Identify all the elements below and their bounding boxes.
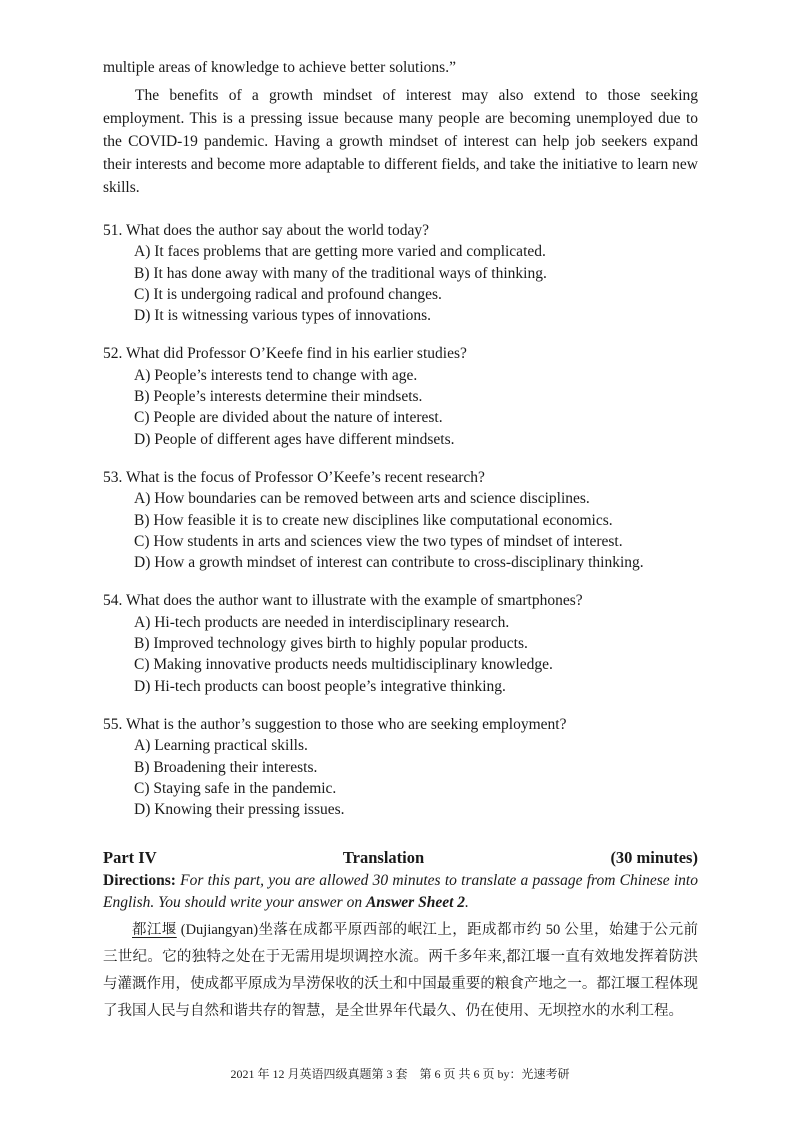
question-51 — [103, 220, 698, 326]
option-a: A) How boundaries can be removed between arts and science disciplines. — [134, 490, 590, 508]
question-55 — [103, 714, 698, 820]
directions-label: Directions: — [103, 872, 176, 890]
question-54 — [103, 590, 698, 696]
option-b: B) People’s interests determine their mindsets. — [134, 388, 423, 406]
page-footer: 2021 年 12 月英语四级真题第 3 套 第 6 页 共 6 页 by：光速考研 — [230, 1067, 570, 1081]
option-d: D) It is witnessing various types of innovations. — [134, 307, 432, 325]
option-c: C) How students in arts and sciences view the two types of mindset of interest. — [134, 532, 623, 550]
option-c: C) It is undergoing radical and profound changes. — [134, 285, 442, 303]
directions — [103, 870, 698, 914]
option-c: C) Making innovative products needs multidisciplinary knowledge. — [134, 656, 553, 674]
question-stem: 51. What does the author say about the world today? — [103, 222, 429, 239]
part-label: Part IV — [103, 848, 157, 868]
option-b: B) How feasible it is to create new disciplines like computational economics. — [134, 511, 613, 529]
passage-paragraph-end: multiple areas of knowledge to achieve better solutions.” — [103, 59, 456, 76]
option-d: D) People of different ages have different mindsets. — [134, 430, 455, 448]
option-c: C) Staying safe in the pandemic. — [134, 779, 337, 797]
part-time: (30 minutes) — [610, 848, 698, 868]
option-b: B) Broadening their interests. — [134, 758, 318, 776]
passage-paragraph: The benefits of a growth mindset of interest may also extend to those seeking employment. This is a pressing issue because many people are becoming unemployed due to the COVID-19 pandemic. Having a growth mindset of interest can help job seekers expand their interests and become more adaptable to different fields, and take the initiative to learn new skills. — [103, 87, 698, 196]
question-52 — [103, 343, 698, 449]
option-b: B) It has done away with many of the traditional ways of thinking. — [134, 264, 547, 282]
translation-passage — [103, 917, 698, 1025]
option-c: C) People are divided about the nature of interest. — [134, 409, 443, 427]
question-stem: 53. What is the focus of Professor O’Keefe’s recent research? — [103, 468, 485, 486]
option-d: D) Hi-tech products can boost people’s integrative thinking. — [134, 677, 506, 695]
question-stem: 54. What does the author want to illustrate with the example of smartphones? — [103, 592, 583, 610]
question-53 — [103, 467, 698, 573]
answer-sheet-ref: Answer Sheet 2 — [365, 894, 466, 912]
exam-page — [103, 56, 698, 1025]
option-d: D) Knowing their pressing issues. — [134, 801, 345, 819]
part-header — [103, 847, 698, 869]
question-stem: 52. What did Professor O’Keefe find in his earlier studies? — [103, 345, 467, 363]
option-d: D) How a growth mindset of interest can contribute to cross-disciplinary thinking. — [134, 554, 644, 572]
question-list — [103, 220, 698, 820]
option-b: B) Improved technology gives birth to highly popular products. — [134, 635, 528, 653]
directions-text: For this part, you are allowed 30 minutes to translate a passage from Chinese into English. You should write your answer on — [103, 872, 698, 912]
question-stem: 55. What is the author’s suggestion to those who are seeking employment? — [103, 715, 567, 733]
option-a: A) People’s interests tend to change with age. — [134, 366, 418, 384]
option-a: A) It faces problems that are getting more varied and complicated. — [134, 243, 546, 261]
option-a: A) Learning practical skills. — [134, 737, 308, 755]
part-title: Translation — [342, 848, 425, 868]
directions-end: . — [465, 894, 469, 912]
translation-term: 都江堰 — [132, 922, 177, 939]
translation-text: (Dujiangyan)坐落在成都平原西部的岷江上，距成都市约 50 公里，始建于公元前三世纪。它的独特之处在于无需用堤坝调控水流。两千多年来,都江堰一直有效地发挥着防洪与灌溉作用，使成都平原成为旱涝保收的沃土和中国最重要的粮食产地之一。都江堰工程体现了我国人民与自然和谐共存的智慧，是全世界年代最久、仍在使用、无坝控水的水利工程。 — [103, 922, 698, 1020]
option-a: A) Hi-tech products are needed in interdisciplinary research. — [134, 613, 510, 631]
